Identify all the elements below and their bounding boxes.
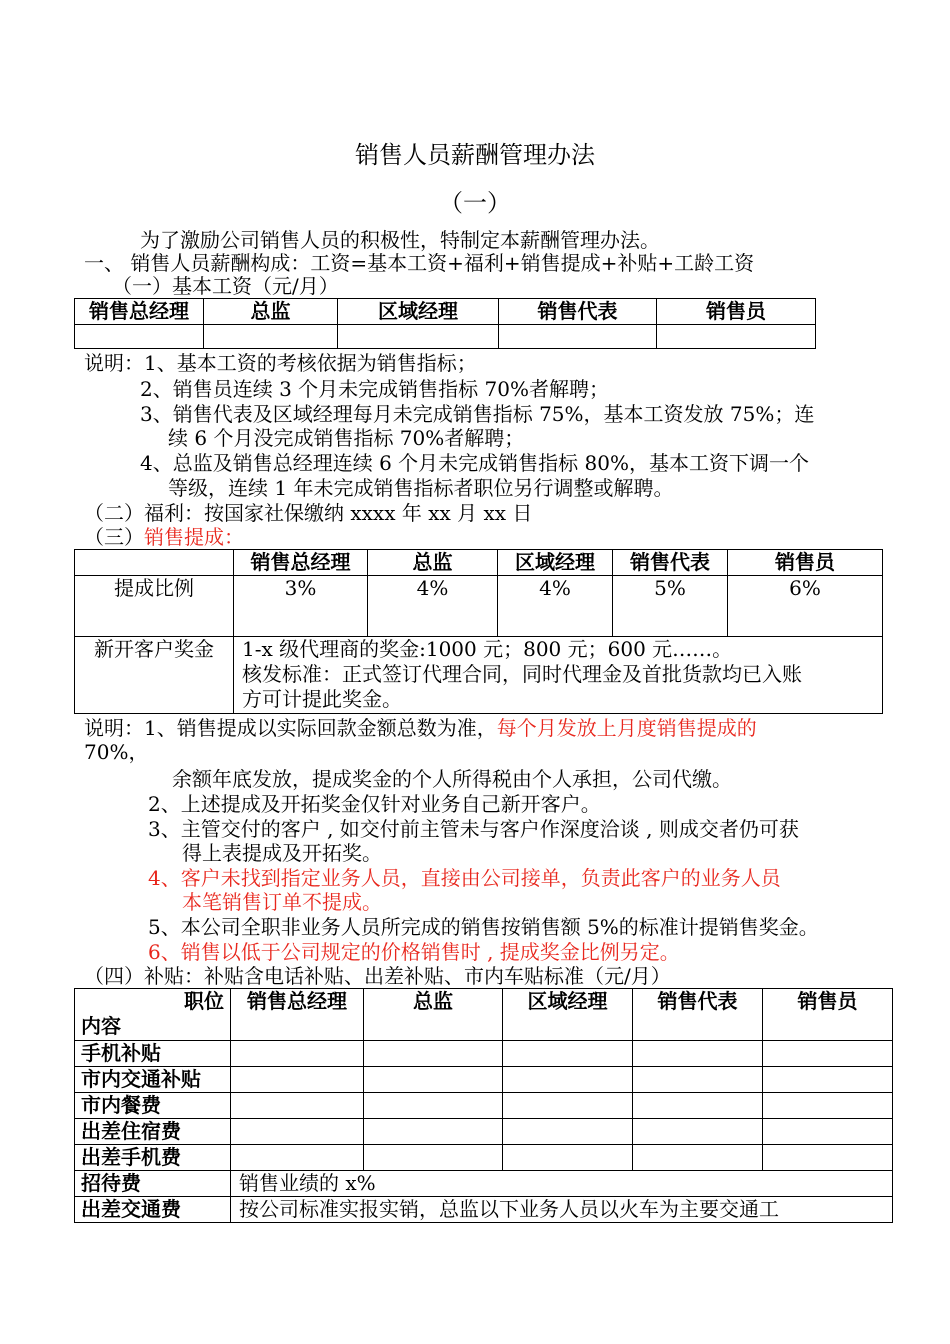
- row-label: 手机补贴: [75, 1041, 231, 1067]
- table-cell: [75, 325, 204, 349]
- bonus-line: 方可计提此奖金。: [242, 687, 402, 711]
- note-line: 3、主管交付的客户 , 如交付前主管未与客户作深度洽谈 , 则成交者仍可获: [148, 817, 799, 841]
- commission-prefix: （三）: [84, 525, 144, 549]
- table-header: 总监: [368, 550, 498, 576]
- page-title: 销售人员薪酬管理办法: [355, 141, 595, 169]
- table-cell: [338, 325, 499, 349]
- table-cell: 3%: [234, 576, 368, 637]
- note-line: 4、总监及销售总经理连续 6 个月未完成销售指标 80%，基本工资下调一个: [140, 451, 809, 475]
- note-line: 等级，连续 1 年未完成销售指标者职位另行调整或解聘。: [168, 476, 674, 500]
- row-label: 出差手机费: [75, 1145, 231, 1171]
- row-label: 市内交通补贴: [75, 1067, 231, 1093]
- corner-top: 职位: [184, 989, 224, 1013]
- commission-label: 销售提成：: [144, 525, 244, 549]
- welfare-line: （二）福利：按国家社保缴纳 xxxx 年 xx 月 xx 日: [84, 501, 533, 525]
- note-line: 3、销售代表及区域经理每月未完成销售指标 75%，基本工资发放 75%；连: [140, 402, 815, 426]
- note-line: 续 6 个月没完成销售指标 70%者解聘；: [168, 426, 525, 450]
- table-cell: [633, 1067, 763, 1093]
- travel-cell: 按公司标准实报实销，总监以下业务人员以火车为主要交通工: [231, 1197, 893, 1223]
- table-cell: [763, 1145, 893, 1171]
- table-header: 销售员: [657, 299, 816, 325]
- table-cell: 4%: [498, 576, 613, 637]
- table-cell: [231, 1093, 364, 1119]
- table-header: 销售总经理: [231, 989, 364, 1041]
- note-line: 本笔销售订单不提成。: [182, 890, 382, 914]
- table-cell: [503, 1067, 633, 1093]
- table-cell: [633, 1119, 763, 1145]
- table-cell: 4%: [368, 576, 498, 637]
- table-cell: [503, 1041, 633, 1067]
- table-cell: [364, 1119, 503, 1145]
- corner-cell: [75, 989, 231, 1041]
- note-line: 得上表提成及开拓奖。: [182, 841, 382, 865]
- table-header: 销售员: [728, 550, 883, 576]
- table-cell: 5%: [613, 576, 728, 637]
- table-header: 销售代表: [613, 550, 728, 576]
- commission-heading: [84, 525, 244, 550]
- row-label: 新开客户奖金: [75, 637, 234, 714]
- table-header: 销售员: [763, 989, 893, 1041]
- table-cell: [364, 1041, 503, 1067]
- note-line: 2、上述提成及开拓奖金仅针对业务自己新开客户。: [148, 792, 601, 816]
- table-cell: [503, 1145, 633, 1171]
- table-cell: [231, 1145, 364, 1171]
- table-cell: [763, 1067, 893, 1093]
- subsidy-table: [74, 988, 893, 1223]
- note-line: 说明：1、基本工资的考核依据为销售指标；: [84, 351, 477, 375]
- table-cell: [75, 550, 234, 576]
- table-header: 总监: [204, 299, 338, 325]
- section-subtitle: （一）: [439, 189, 511, 217]
- row-label: 提成比例: [75, 576, 234, 637]
- note-line: 6、销售以低于公司规定的价格销售时 , 提成奖金比例另定。: [148, 940, 680, 964]
- note-line: 2、销售员连续 3 个月未完成销售指标 70%者解聘；: [140, 377, 609, 401]
- row-label: 出差住宿费: [75, 1119, 231, 1145]
- table-cell: [231, 1067, 364, 1093]
- table-cell: [763, 1093, 893, 1119]
- table-cell: [364, 1067, 503, 1093]
- table-cell: [633, 1145, 763, 1171]
- table-cell: [633, 1093, 763, 1119]
- note-line: 70%，: [84, 740, 149, 764]
- note-text: 说明：1、销售提成以实际回款金额总数为准，: [84, 716, 497, 740]
- table-cell: [364, 1093, 503, 1119]
- note-line: 5、本公司全职非业务人员所完成的销售按销售额 5%的标准计提销售奖金。: [148, 915, 819, 939]
- table-header: 销售代表: [499, 299, 657, 325]
- entertain-cell: 销售业绩的 x%: [231, 1171, 893, 1197]
- table-cell: [364, 1145, 503, 1171]
- intro-text: 为了激励公司销售人员的积极性，特制定本薪酬管理办法。: [140, 228, 660, 252]
- note-highlight: 每个月发放上月度销售提成的: [496, 716, 757, 740]
- note-line: 余额年底发放，提成奖金的个人所得税由个人承担，公司代缴。: [172, 767, 732, 791]
- table-cell: [499, 325, 657, 349]
- basic-salary-table: [74, 298, 816, 349]
- table-header: 区域经理: [498, 550, 613, 576]
- table-header: 销售总经理: [234, 550, 368, 576]
- table-cell: [231, 1119, 364, 1145]
- table-header: 销售代表: [633, 989, 763, 1041]
- section-heading: 一、 销售人员薪酬构成：工资=基本工资+福利+销售提成+补贴+工龄工资: [84, 251, 755, 275]
- table-cell: [657, 325, 816, 349]
- table-cell: [204, 325, 338, 349]
- table-header: 销售总经理: [75, 299, 204, 325]
- row-label: 招待费: [75, 1171, 231, 1197]
- commission-table: [74, 549, 883, 714]
- table-cell: [633, 1041, 763, 1067]
- table-cell: [503, 1093, 633, 1119]
- basic-salary-heading: （一）基本工资（元/月）: [112, 274, 339, 298]
- note-line: 4、客户未找到指定业务人员，直接由公司接单，负责此客户的业务人员: [148, 866, 781, 890]
- table-header: 区域经理: [338, 299, 499, 325]
- table-cell: [763, 1041, 893, 1067]
- table-header: 区域经理: [503, 989, 633, 1041]
- table-cell: [503, 1119, 633, 1145]
- table-cell: [763, 1119, 893, 1145]
- table-cell: 6%: [728, 576, 883, 637]
- subsidy-heading: （四）补贴：补贴含电话补贴、出差补贴、市内车贴标准（元/月）: [84, 964, 671, 988]
- table-header: 总监: [364, 989, 503, 1041]
- bonus-cell: [234, 637, 883, 714]
- table-cell: [231, 1041, 364, 1067]
- row-label: 市内餐费: [75, 1093, 231, 1119]
- bonus-line: 1-x 级代理商的奖金:1000 元；800 元；600 元……。: [242, 637, 733, 661]
- row-label: 出差交通费: [75, 1197, 231, 1223]
- corner-bottom: 内容: [81, 1014, 121, 1038]
- bonus-line: 核发标准：正式签订代理合同，同时代理金及首批货款均已入账: [242, 662, 802, 686]
- note-line: [84, 716, 757, 741]
